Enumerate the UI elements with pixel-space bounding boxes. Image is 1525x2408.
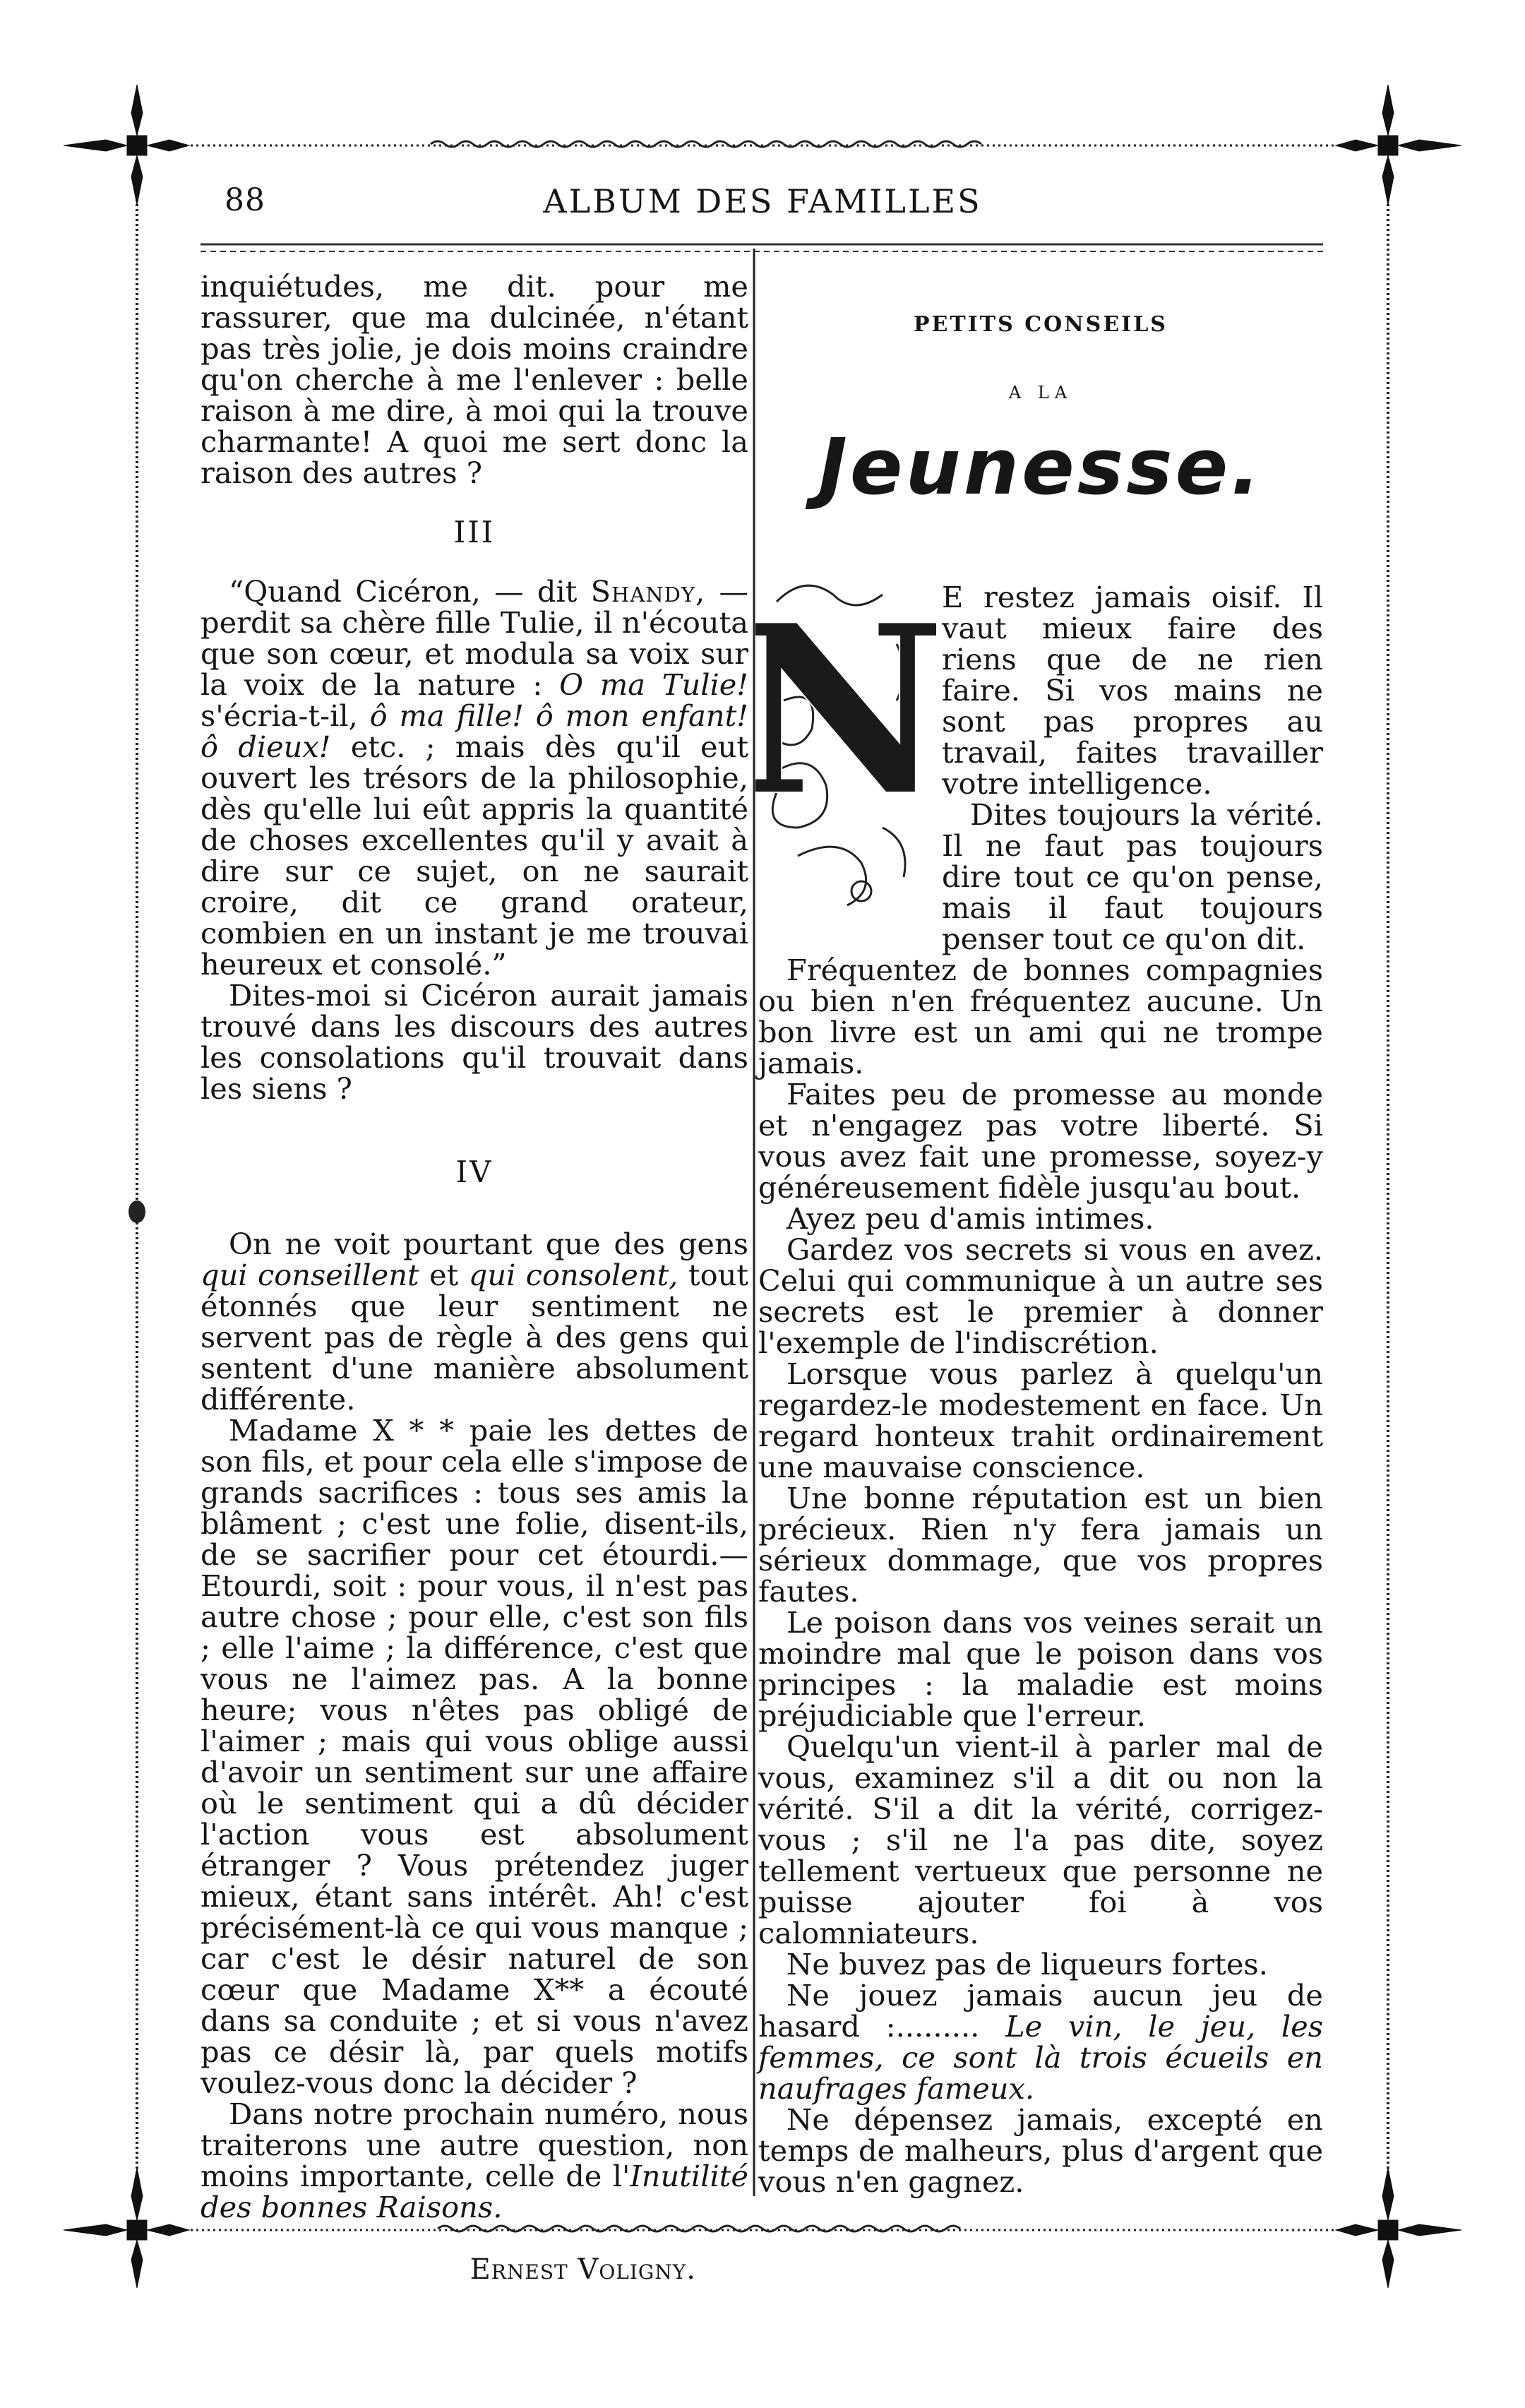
advice-paragraph: Ne jouez jamais aucun jeu de hasard :......... Le vin, le jeu, les femmes, ce sont là trois écueils en naufrages fameux. (758, 1978, 1323, 2106)
continuation-paragraph: inquiétudes, me dit. pour me rassurer, que ma dulcinée, n'étant pas très jolie, je dois moins craindre qu'on cherche à me l'enlever : belle raison à me dire, à moi qui la trouve charmante! A quoi me sert donc la raison des autres ? (201, 269, 748, 490)
left-column (201, 271, 748, 2285)
paragraph-question: Dites-moi si Cicéron aurait jamais trouvé dans les discours des autres les consolations qu'il trouvait dans les siens ? (201, 978, 748, 1106)
advice-paragraph: Ayez peu d'amis intimes. (787, 1201, 1154, 1236)
page-number: 88 (225, 182, 265, 218)
running-head (0, 182, 1525, 225)
author-signature: Ernest Voligny. (470, 2253, 696, 2286)
advice-paragraph: Ne buvez pas de liqueurs fortes. (787, 1947, 1268, 1981)
advice-paragraph: Le poison dans vos veines serait un moindre mal que le poison dans vos principes : la maladie est moins préjudiciable que l'erreur. (758, 1605, 1323, 1733)
paragraph-madame-x: Madame X * * paie les dettes de son fils, et pour cela elle s'impose de grands sacrifices : tous ses amis la blâment ; c'est une folie, disent-ils, de se sacrifier pour cet étourdi.— Etourdi, soit : pour vous, il n'est pas autre chose ; pour elle, c'est son fils ; elle l'aime ; la différence, c'est que vous ne l'aimez pas. A la bonne heure; vous n'êtes pas obligé de l'aimer ; mais qui vous oblige aussi d'avoir un sentiment sur une affaire où le sentiment qui a dû décider l'action vous est absolument étranger ? Vous prétendez juger mieux, étant sans intérêt. Ah! c'est précisément-là ce qui vous manque ; car c'est le désir naturel de son cœur que Madame X** a écouté dans sa conduite ; et si vous n'avez pas ce désir là, par quels motifs voulez-vous donc la décider ? (201, 1413, 748, 2100)
advice-paragraph: Quelqu'un vient-il à parler mal de vous, examinez s'il a dit ou non la vérité. S'il a dit la vérité, corrigez-vous ; s'il ne l'a pas dite, soyez tellement vertueux que personne ne puisse ajouter foi à vos calomniateurs. (758, 1729, 1323, 1950)
paragraph-next-issue: Dans notre prochain numéro, nous traiterons une autre question, non moins importante, celle de l'Inutilité des bonnes Raisons. (201, 2097, 748, 2224)
paragraph-cicero: “Quand Cicéron, — dit Shandy, — perdit sa chère fille Tulie, il n'écouta que son cœur, et modula sa voix sur la voix de la nature : O ma Tulie! s'écria-t-il, ô ma fille! ô mon enfant! ô dieux! etc. ; mais dès qu'il eut ouvert les trésors de la philosophie, dès qu'elle lui eût appris la quantité de choses excellentes qu'il y avait à dire sur ce sujet, on ne saurait croire, dit ce grand orateur, combien en un instant je me trouvai heureux et consolé.” (201, 574, 748, 982)
advice-paragraph: Lorsque vous parlez à quelqu'un regardez-le modestement en face. Un regard honteux trahit ordinairement une mauvaise conscience. (758, 1357, 1323, 1484)
advice-paragraph: Dites toujours la vérité. Il ne faut pas toujours dire tout ce qu'on pense, mais il faut toujours penser tout ce qu'on dit. (942, 797, 1323, 956)
advice-paragraph: E restez jamais oisif. Il vaut mieux faire des riens que de ne rien faire. Si vos mains ne sont pas propres au travail, faites travailler votre intelligence. (942, 580, 1323, 801)
right-column (755, 271, 1323, 2199)
dropcap-flourish-icon (755, 559, 936, 932)
svg-text:N: N (755, 573, 936, 847)
article-subtitle: PETITS CONSEILS (914, 312, 1168, 337)
article-subtitle-connector: A LA (1008, 383, 1073, 403)
ornamental-dropcap (755, 559, 936, 932)
journal-title: ALBUM DES FAMILLES (543, 182, 982, 220)
advice-paragraph: Fréquentez de bonnes compagnies ou bien n'en fréquentez aucune. Un bon livre est un ami qui ne trompe jamais. (758, 953, 1323, 1080)
section-heading-iii: III (453, 515, 496, 549)
advice-paragraph: Ne dépensez jamais, excepté en temps de malheurs, plus d'argent que vous n'en gagnez. (758, 2102, 1323, 2199)
advice-paragraph: Gardez vos secrets si vous en avez. Celui qui communique à un autre ses secrets est le premier à donner l'exemple de l'indiscrétion. (758, 1232, 1323, 1360)
article-title: Jeunesse. (818, 422, 1264, 512)
section-heading-iv: IV (455, 1155, 494, 1189)
advice-paragraph: Une bonne réputation est un bien précieux. Rien n'y fera jamais un sérieux dommage, que vos propres fautes. (758, 1481, 1323, 1609)
paragraph-counsel: On ne voit pourtant que des gens qui conseillent et qui consolent, tout étonnés que leur sentiment ne servent pas de règle à des gens qui sentent d'une manière absolument différente. (201, 1227, 748, 1417)
advice-paragraph: Faites peu de promesse au monde et n'engagez pas votre liberté. Si vous avez fait une promesse, soyez-y généreusement fidèle jusqu'au bout. (758, 1077, 1323, 1205)
